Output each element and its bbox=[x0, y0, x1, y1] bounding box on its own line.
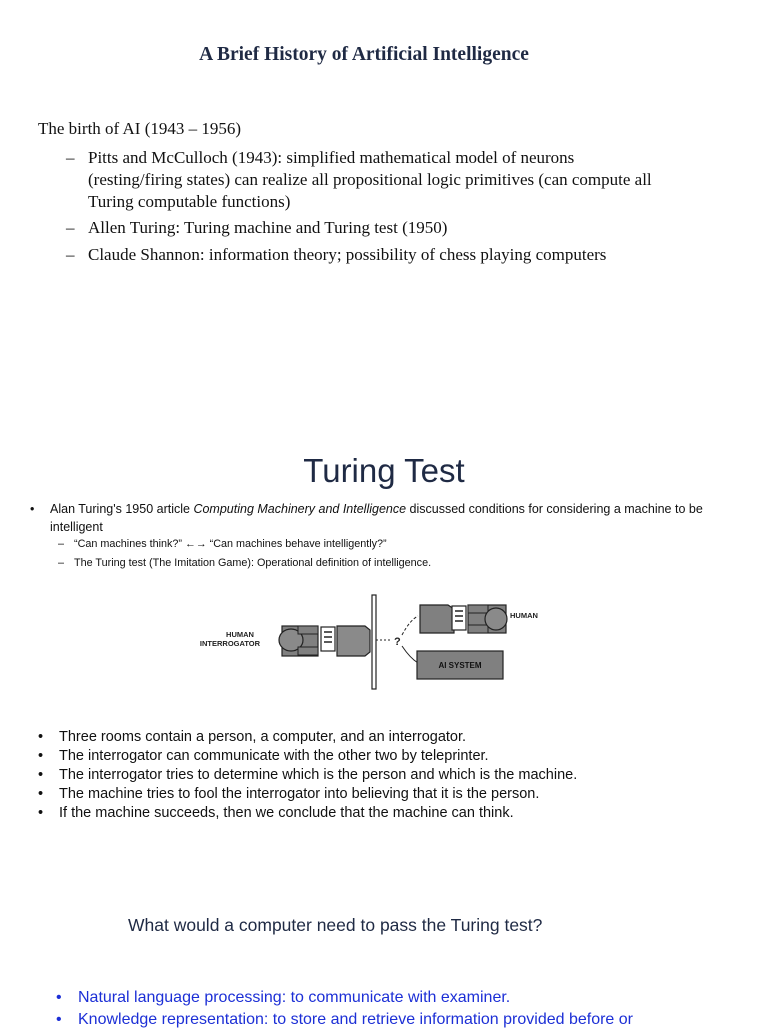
slide3-item-text: Knowledge representation: to store and retrieve information provided before or bbox=[78, 1011, 633, 1028]
slide2-intro-post: discussed conditions for considering a machine to be bbox=[406, 502, 703, 516]
slide1-title: A Brief History of Artificial Intelligence bbox=[199, 44, 529, 65]
slide1-item-pitts-line3: Turing computable functions) bbox=[88, 192, 291, 211]
bullet-dot: • bbox=[56, 1011, 62, 1028]
dash-bullet: – bbox=[66, 218, 75, 237]
wall-divider bbox=[372, 595, 376, 689]
interrogator-terminal bbox=[321, 626, 370, 656]
interrogator-figure bbox=[279, 626, 318, 656]
human-terminal bbox=[420, 605, 466, 633]
slide1-item-pitts-line1: Pitts and McCulloch (1943): simplified mathematical model of neurons bbox=[88, 148, 575, 167]
slide3-question: What would a computer need to pass the Turing test? bbox=[128, 915, 543, 935]
dash-bullet: – bbox=[58, 538, 65, 550]
slide2-subitem-text: “Can machines think?” ←→ “Can machines behave intelligently?” bbox=[74, 538, 387, 550]
slide3-item-text: Natural language processing: to communicate with examiner. bbox=[78, 989, 511, 1006]
slide2-bullet-text: If the machine succeeds, then we conclude that the machine can think. bbox=[59, 805, 514, 821]
bullet-dot: • bbox=[38, 729, 44, 745]
slide2-bullet-text: The interrogator tries to determine which is the person and which is the machine. bbox=[59, 767, 578, 783]
ai-system-label: AI SYSTEM bbox=[438, 661, 482, 670]
slide2-intro-line2: intelligent bbox=[50, 520, 103, 534]
slide2-intro-pre: Alan Turing's 1950 article bbox=[50, 502, 194, 516]
slide1-item-shannon-text: Claude Shannon: information theory; possibility of chess playing computers bbox=[88, 245, 607, 264]
question-mark: ? bbox=[394, 636, 401, 648]
slide2-title: Turing Test bbox=[303, 452, 465, 489]
slide2-bullet-text: The interrogator can communicate with the other two by teleprinter. bbox=[59, 748, 489, 764]
slide2-bullet-text: Three rooms contain a person, a computer, and an interrogator. bbox=[59, 729, 467, 745]
turing-test-diagram bbox=[180, 590, 560, 695]
human-label: HUMAN bbox=[510, 611, 538, 620]
human-figure bbox=[468, 605, 507, 633]
dash-bullet: – bbox=[66, 148, 75, 167]
slide1-heading: The birth of AI (1943 – 1956) bbox=[38, 119, 242, 138]
slide2-article-title: Computing Machinery and Intelligence bbox=[193, 502, 407, 516]
dash-bullet: – bbox=[66, 245, 75, 264]
bullet-dot: • bbox=[38, 786, 44, 802]
interrogator-label-line1: HUMAN bbox=[226, 630, 254, 639]
bullet-dot: • bbox=[38, 805, 44, 821]
bullet-dot: • bbox=[38, 767, 44, 783]
slide1-item-turing-text: Allen Turing: Turing machine and Turing test (1950) bbox=[88, 218, 448, 237]
bullet-dot: • bbox=[56, 989, 62, 1006]
bullet-dot: • bbox=[38, 748, 44, 764]
slide2-bullet-text: The machine tries to fool the interrogator into believing that it is the person. bbox=[59, 786, 540, 802]
interrogator-label-line2: INTERROGATOR bbox=[199, 639, 261, 648]
dash-bullet: – bbox=[58, 557, 65, 569]
bullet-dot: • bbox=[30, 502, 35, 516]
slide1-item-pitts-line2: (resting/firing states) can realize all propositional logic primitives (can compute all bbox=[88, 170, 652, 189]
slide2-subitem-text: The Turing test (The Imitation Game): Operational definition of intelligence. bbox=[74, 557, 432, 569]
